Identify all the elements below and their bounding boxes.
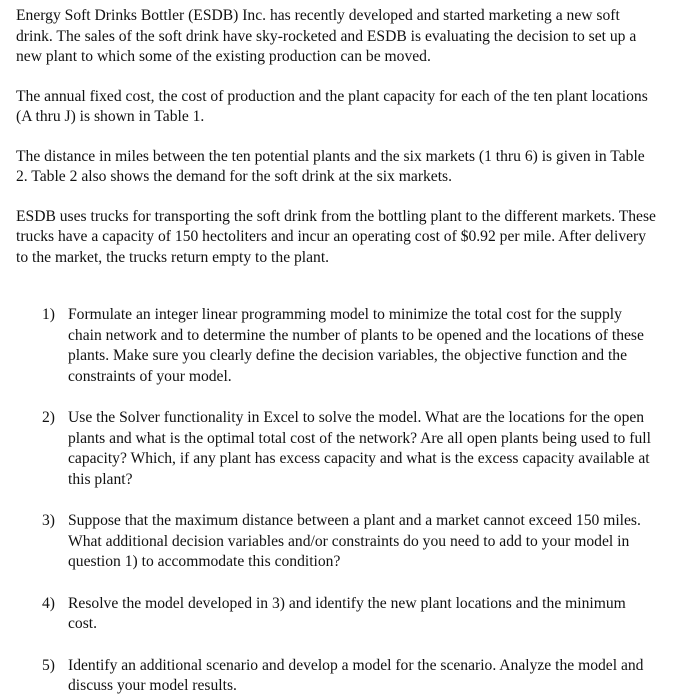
question-text: Suppose that the maximum distance between a plant and a market cannot exceed 150 miles. What additional decision variables and/or constraints do you need to add to your model in question 1) to accommodate this condition? <box>68 512 641 570</box>
question-item-4 <box>16 594 656 635</box>
question-item-2 <box>16 408 656 490</box>
question-number: 1) <box>42 306 55 323</box>
question-text: Identify an additional scenario and develop a model for the scenario. Analyze the model and discuss your model results. <box>68 656 644 694</box>
intro-paragraph-trucks: ESDB uses trucks for transporting the soft drink from the bottling plant to the different markets. These trucks have a capacity of 150 hectoliters and incur an operating cost of $0.92 per mile. After delivery to the market, the trucks return empty to the plant. <box>16 207 656 266</box>
question-number: 4) <box>42 594 55 612</box>
question-item-5 <box>16 656 656 697</box>
question-number: 5) <box>42 656 55 674</box>
question-text: Formulate an integer linear programming model to minimize the total cost for the supply chain network and to determine the number of plants to be opened and the locations of these plants. Make sure you clearly define the decision variables, the objective function and the constraints of your model. <box>68 306 644 385</box>
question-text: Resolve the model developed in 3) and identify the new plant locations and the minimum cost. <box>68 594 626 632</box>
intro-paragraph-table1: The annual fixed cost, the cost of production and the plant capacity for each of the ten plant locations (A thru J) is shown in Table 1. <box>16 87 648 125</box>
intro-paragraph-table2: The distance in miles between the ten potential plants and the six markets (1 thru 6) is given in Table 2. Table 2 also shows the demand for the soft drink at the six markets. <box>16 147 645 185</box>
question-text: Use the Solver functionality in Excel to solve the model. What are the locations for the open plants and what is the optimal total cost of the network? Are all open plants being used to full capacity? Which, if any plant has excess capacity and what is the excess capacity available at this plant? <box>68 409 651 488</box>
document-page <box>16 6 656 697</box>
question-item-1 <box>16 305 656 387</box>
intro-paragraph-background: Energy Soft Drinks Bottler (ESDB) Inc. has recently developed and started marketing a new soft drink. The sales of the soft drink have sky-rocketed and ESDB is evaluating the decision to set up a new plant to which some of the existing production can be moved. <box>16 7 637 65</box>
question-item-3 <box>16 511 656 573</box>
question-number: 2) <box>42 409 55 426</box>
question-number: 3) <box>42 512 55 529</box>
